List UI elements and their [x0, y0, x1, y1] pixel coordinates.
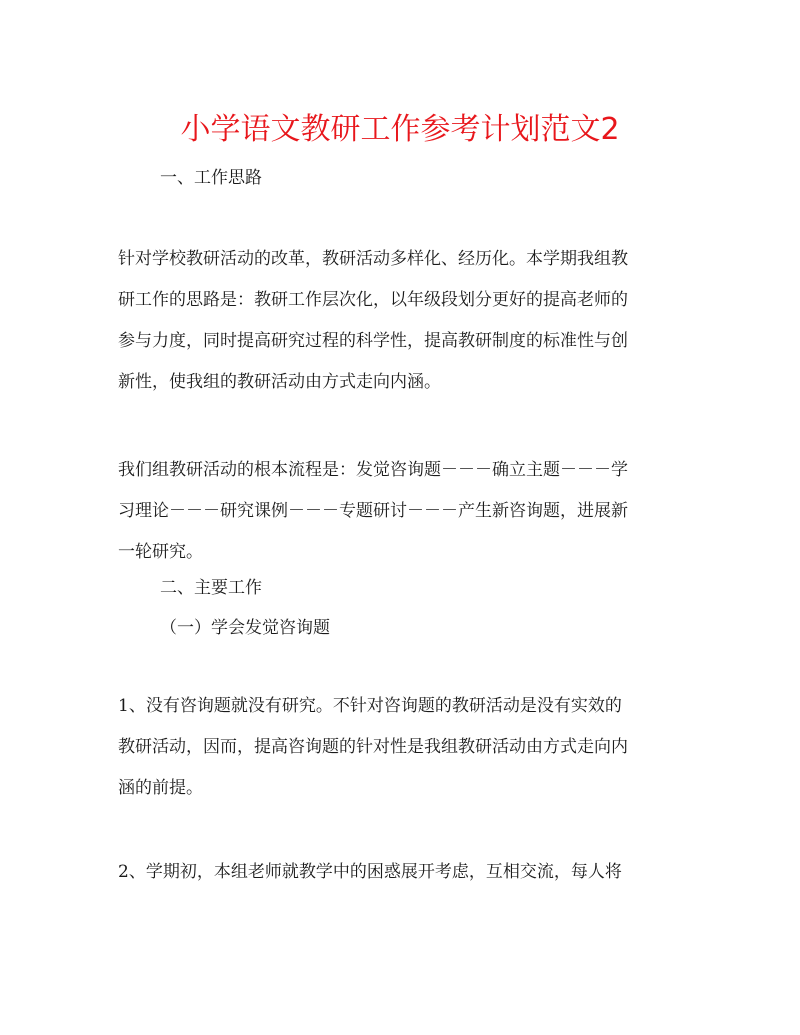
paragraph-line: 我们组教研活动的根本流程是：发觉咨询题－－－确立主题－－－学 — [118, 460, 628, 480]
document-title: 小学语文教研工作参考计划范文2 — [180, 112, 620, 147]
paragraph-work-ideas — [118, 239, 690, 403]
paragraph-line: 习理论－－－研究课例－－－专题研讨－－－产生新咨询题，进展新 — [118, 501, 628, 521]
section-heading-work-ideas: 一、工作思路 — [160, 168, 262, 188]
paragraph-line: 针对学校教研活动的改革，教研活动多样化、经历化。本学期我组教 — [118, 249, 628, 269]
paragraph-line: 研工作的思路是：教研工作层次化，以年级段划分更好的提高老师的 — [118, 290, 628, 310]
paragraph-line: 参与力度，同时提高研究过程的科学性，提高教研制度的标准性与创 — [118, 331, 628, 351]
paragraph-line: 2、学期初，本组老师就教学中的困惑展开考虑，互相交流，每人将 — [118, 862, 622, 882]
paragraph-basic-process — [118, 450, 690, 573]
list-item-2 — [118, 852, 690, 893]
paragraph-line: 教研活动，因而，提高咨询题的针对性是我组教研活动由方式走向内 — [118, 737, 628, 757]
paragraph-line: 1、没有咨询题就没有研究。不针对咨询题的教研活动是没有实效的 — [118, 696, 622, 716]
paragraph-line: 涵的前提。 — [118, 778, 203, 798]
subsection-heading-find-questions: （一）学会发觉咨询题 — [160, 618, 330, 638]
paragraph-line: 新性，使我组的教研活动由方式走向内涵。 — [118, 372, 441, 392]
list-item-1 — [118, 686, 690, 809]
paragraph-line: 一轮研究。 — [118, 542, 203, 562]
section-heading-main-work: 二、主要工作 — [160, 578, 262, 598]
